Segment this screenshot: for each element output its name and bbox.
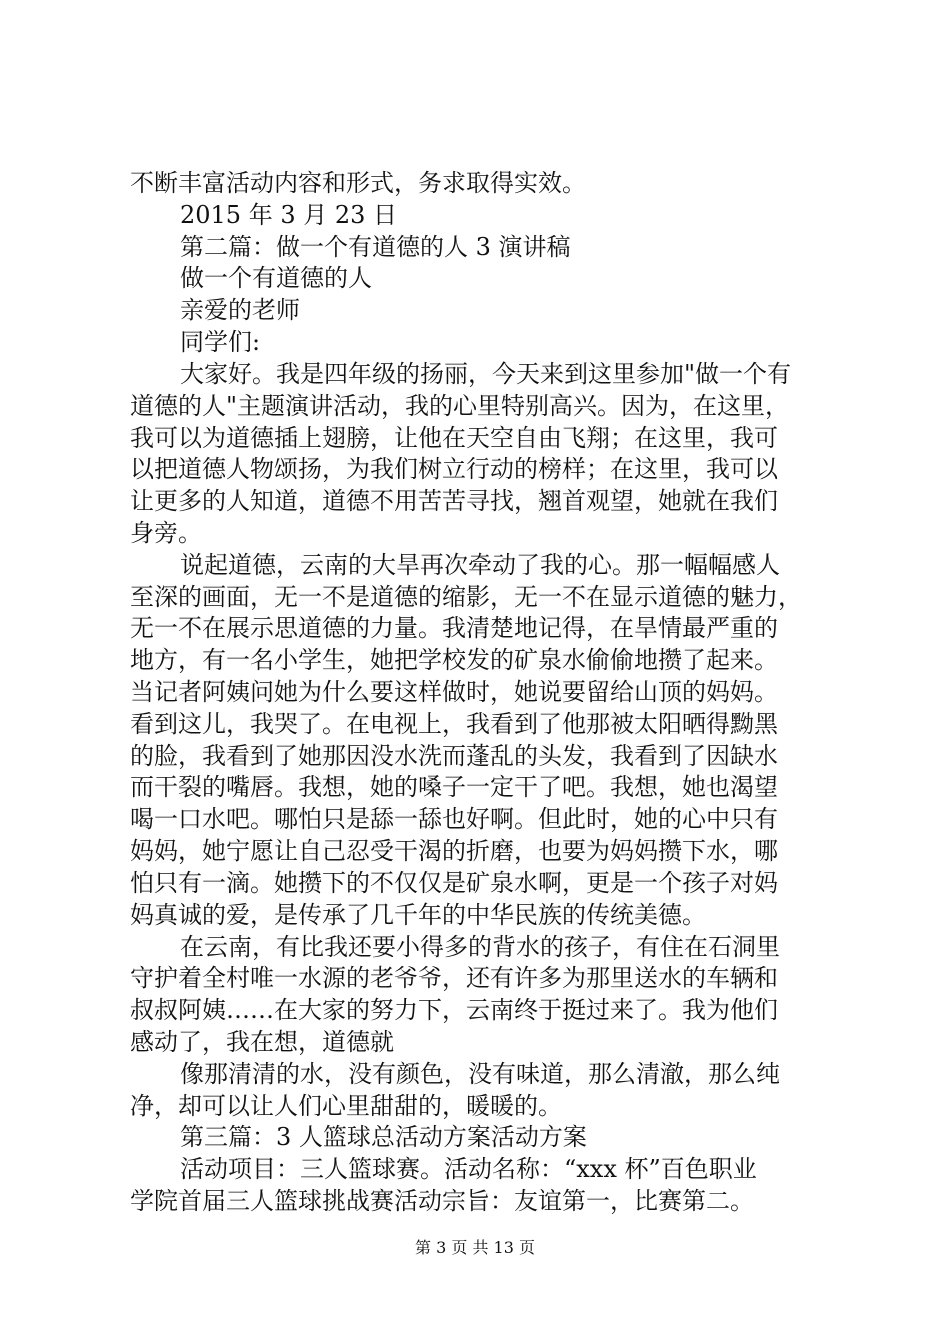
text-line: 地方，有一名小学生，她把学校发的矿泉水偷偷地攒了起来。 — [130, 646, 778, 674]
text-line: 在云南，有比我还要小得多的背水的孩子，有住在石洞里 — [180, 933, 780, 961]
text-line: 像那清清的水，没有颜色，没有味道，那么清澈，那么纯 — [180, 1060, 780, 1088]
text-line: 让更多的人知道，道德不用苦苦寻找，翘首观望，她就在我们 — [130, 487, 778, 515]
text-line: 守护着全村唯一水源的老爷爷，还有许多为那里送水的车辆和 — [130, 964, 778, 992]
text-line: 道德的人"主题演讲活动，我的心里特别高兴。因为，在这里， — [130, 392, 790, 420]
text-line: 大家好。我是四年级的扬丽，今天来到这里参加"做一个有 — [180, 360, 792, 388]
date-line: 2015 年 3 月 23 日 — [180, 201, 398, 229]
text-line: 净，却可以让人们心里甜甜的，暖暖的。 — [130, 1092, 562, 1120]
salutation-line: 同学们: — [180, 328, 261, 356]
section-heading: 第二篇：做一个有道德的人 3 演讲稿 — [180, 233, 571, 261]
salutation-line: 亲爱的老师 — [180, 296, 300, 324]
text-line: 以把道德人物颂扬，为我们树立行动的榜样；在这里，我可以 — [130, 455, 778, 483]
section-heading: 第三篇：3 人篮球总活动方案活动方案 — [180, 1123, 587, 1151]
text-line: 喝一口水吧。哪怕只是舔一舔也好啊。但此时，她的心中只有 — [130, 805, 778, 833]
text-line: 看到这儿，我哭了。在电视上，我看到了他那被太阳晒得黝黑 — [130, 710, 778, 738]
text-line: 身旁。 — [130, 519, 202, 547]
text-line: 妈真诚的爱，是传承了几千年的中华民族的传统美德。 — [130, 901, 706, 929]
text-line: 至深的画面，无一不是道德的缩影，无一不在显示道德的魅力， — [130, 583, 802, 611]
text-line: 说起道德，云南的大旱再次牵动了我的心。那一幅幅感人 — [180, 551, 780, 579]
text-line: 妈妈，她宁愿让自己忍受干渴的折磨，也要为妈妈攒下水，哪 — [130, 837, 778, 865]
text-line: 我可以为道德插上翅膀，让他在天空自由飞翔；在这里，我可 — [130, 424, 778, 452]
speech-title: 做一个有道德的人 — [180, 264, 372, 292]
text-line: 活动项目：三人篮球赛。活动名称：“xxx 杯”百色职业 — [180, 1155, 757, 1183]
text-line: 当记者阿姨问她为什么要这样做时，她说要留给山顶的妈妈。 — [130, 678, 778, 706]
text-line: 怕只有一滴。她攒下的不仅仅是矿泉水啊，更是一个孩子对妈 — [130, 869, 778, 897]
text-line: 不断丰富活动内容和形式，务求取得实效。 — [130, 169, 586, 197]
text-line: 无一不在展示思道德的力量。我清楚地记得，在旱情最严重的 — [130, 614, 778, 642]
page-footer: 第 3 页 共 13 页 — [415, 1238, 535, 1257]
text-line: 的脸，我看到了她那因没水洗而蓬乱的头发，我看到了因缺水 — [130, 742, 778, 770]
text-line: 而干裂的嘴唇。我想，她的嗓子一定干了吧。我想，她也渴望 — [130, 773, 778, 801]
text-line: 学院首届三人篮球挑战赛活动宗旨：友谊第一，比赛第二。 — [130, 1187, 754, 1215]
text-line: 叔叔阿姨……在大家的努力下，云南终于挺过来了。我为他们 — [130, 996, 778, 1024]
text-line: 感动了，我在想，道德就 — [130, 1028, 394, 1056]
